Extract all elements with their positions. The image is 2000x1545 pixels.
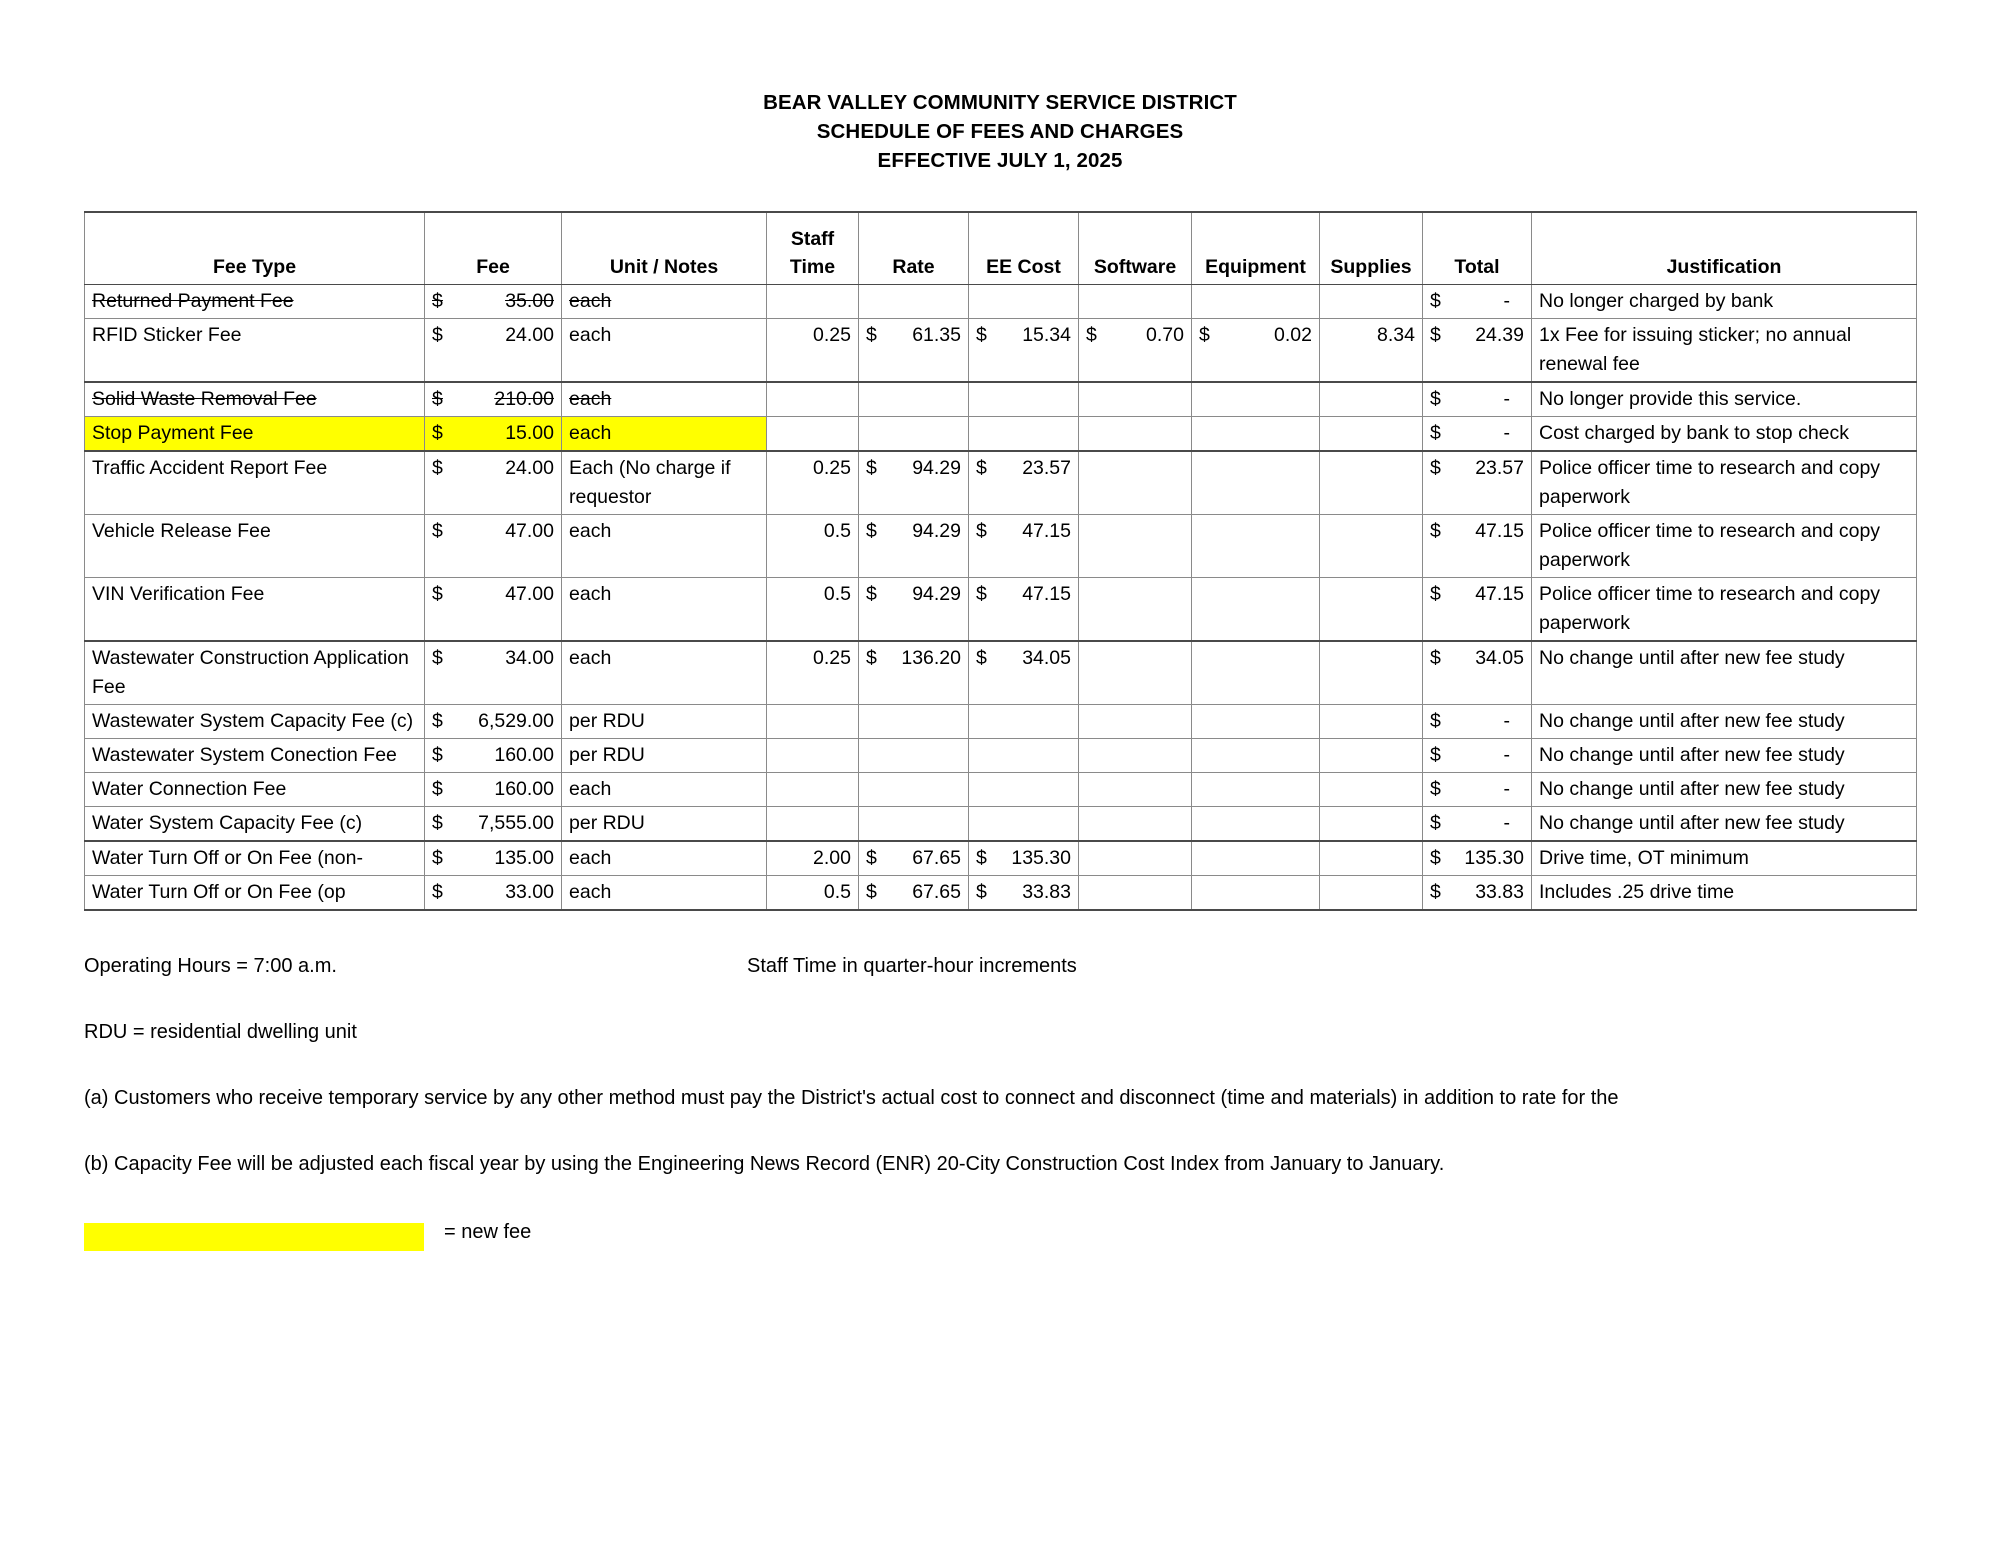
- cell-justification: Cost charged by bank to stop check: [1532, 417, 1917, 452]
- cell-unit-notes: each: [562, 382, 767, 417]
- cell-ee-cost: $ 15.34: [969, 319, 1079, 383]
- cell-ee-cost: [969, 739, 1079, 773]
- column-header-fee: Fee: [425, 212, 562, 285]
- cell-ee-cost: $ 23.57: [969, 451, 1079, 515]
- cell-supplies: [1320, 807, 1423, 842]
- cell-justification: Police officer time to research and copy paperwork: [1532, 515, 1917, 578]
- cell-unit-notes: Each (No charge if requestor: [562, 451, 767, 515]
- cell-software: [1079, 578, 1192, 642]
- cell-fee: $ 24.00: [425, 451, 562, 515]
- column-header-equipment: Equipment: [1192, 212, 1320, 285]
- title-line-effective-date: EFFECTIVE JULY 1, 2025: [877, 149, 1123, 172]
- cell-unit-notes: each: [562, 841, 767, 876]
- cell-fee: $ 15.00: [425, 417, 562, 452]
- cell-staff-time: 0.25: [767, 451, 859, 515]
- cell-total: $ -: [1423, 382, 1532, 417]
- cell-justification: Drive time, OT minimum: [1532, 841, 1917, 876]
- cell-staff-time: 0.25: [767, 319, 859, 383]
- table-row: [85, 641, 1917, 705]
- column-header-unit-notes: Unit / Notes: [562, 212, 767, 285]
- cell-fee-type: VIN Verification Fee: [85, 578, 425, 642]
- cell-equipment: [1192, 515, 1320, 578]
- cell-software: [1079, 641, 1192, 705]
- cell-unit-notes: each: [562, 773, 767, 807]
- cell-staff-time: [767, 417, 859, 452]
- cell-fee-type: Wastewater Construction Application Fee: [85, 641, 425, 705]
- cell-rate: $ 67.65: [859, 841, 969, 876]
- cell-software: [1079, 382, 1192, 417]
- cell-total: $ 47.15: [1423, 578, 1532, 642]
- cell-supplies: [1320, 773, 1423, 807]
- cell-supplies: [1320, 578, 1423, 642]
- table-row: [85, 773, 1917, 807]
- cell-software: [1079, 451, 1192, 515]
- cell-equipment: [1192, 705, 1320, 739]
- cell-justification: No change until after new fee study: [1532, 773, 1917, 807]
- cell-ee-cost: $ 135.30: [969, 841, 1079, 876]
- operating-hours-note: Operating Hours = 7:00 a.m.: [84, 955, 337, 977]
- cell-justification: No longer charged by bank: [1532, 285, 1917, 319]
- cell-staff-time: [767, 807, 859, 842]
- cell-fee: $ 24.00: [425, 319, 562, 383]
- cell-total: $ -: [1423, 285, 1532, 319]
- cell-supplies: [1320, 841, 1423, 876]
- cell-rate: $ 67.65: [859, 876, 969, 911]
- cell-equipment: [1192, 417, 1320, 452]
- cell-fee: $ 47.00: [425, 515, 562, 578]
- cell-ee-cost: [969, 417, 1079, 452]
- cell-unit-notes: each: [562, 876, 767, 911]
- cell-equipment: [1192, 641, 1320, 705]
- cell-fee-type: Vehicle Release Fee: [85, 515, 425, 578]
- cell-fee: $ 160.00: [425, 739, 562, 773]
- cell-total: $ 23.57: [1423, 451, 1532, 515]
- cell-fee-type: RFID Sticker Fee: [85, 319, 425, 383]
- cell-supplies: [1320, 451, 1423, 515]
- cell-justification: Includes .25 drive time: [1532, 876, 1917, 911]
- cell-rate: $ 94.29: [859, 451, 969, 515]
- cell-total: $ -: [1423, 807, 1532, 842]
- fee-schedule-table: [84, 211, 1917, 911]
- cell-unit-notes: per RDU: [562, 705, 767, 739]
- column-header-total: Total: [1423, 212, 1532, 285]
- cell-fee: $ 210.00: [425, 382, 562, 417]
- cell-supplies: 8.34: [1320, 319, 1423, 383]
- column-header-justification: Justification: [1532, 212, 1917, 285]
- cell-ee-cost: [969, 705, 1079, 739]
- cell-staff-time: [767, 705, 859, 739]
- column-header-software: Software: [1079, 212, 1192, 285]
- cell-staff-time: 0.5: [767, 876, 859, 911]
- column-header-staff-time-line2: Time: [789, 256, 836, 278]
- cell-staff-time: [767, 382, 859, 417]
- column-header-supplies: Supplies: [1320, 212, 1423, 285]
- cell-ee-cost: [969, 382, 1079, 417]
- cell-supplies: [1320, 382, 1423, 417]
- cell-fee-type: Wastewater System Conection Fee: [85, 739, 425, 773]
- cell-ee-cost: $ 47.15: [969, 578, 1079, 642]
- cell-fee: $ 35.00: [425, 285, 562, 319]
- column-header-ee-cost: EE Cost: [969, 212, 1079, 285]
- cell-rate: $ 61.35: [859, 319, 969, 383]
- cell-software: [1079, 841, 1192, 876]
- legend-row-new-fee: [84, 1217, 1916, 1267]
- column-header-fee-type: Fee Type: [85, 212, 425, 285]
- cell-fee: $ 160.00: [425, 773, 562, 807]
- cell-equipment: [1192, 382, 1320, 417]
- cell-equipment: [1192, 578, 1320, 642]
- cell-staff-time: 0.5: [767, 578, 859, 642]
- table-row: [85, 739, 1917, 773]
- cell-unit-notes: each: [562, 285, 767, 319]
- cell-fee-type: Traffic Accident Report Fee: [85, 451, 425, 515]
- cell-justification: 1x Fee for issuing sticker; no annual renewal fee: [1532, 319, 1917, 383]
- cell-supplies: [1320, 739, 1423, 773]
- new-fee-highlight-swatch: [84, 1223, 424, 1251]
- cell-fee: $ 47.00: [425, 578, 562, 642]
- cell-software: [1079, 417, 1192, 452]
- cell-justification: No change until after new fee study: [1532, 641, 1917, 705]
- cell-unit-notes: each: [562, 319, 767, 383]
- note-row-operating-hours: [84, 951, 1916, 1017]
- cell-supplies: [1320, 515, 1423, 578]
- cell-fee-type: Returned Payment Fee: [85, 285, 425, 319]
- cell-software: [1079, 773, 1192, 807]
- cell-unit-notes: each: [562, 578, 767, 642]
- cell-rate: [859, 382, 969, 417]
- footnote-b: (b) Capacity Fee will be adjusted each fiscal year by using the Engineering News Record (ENR) 20-City Construction Cost Index from January to January.: [84, 1153, 1445, 1175]
- cell-unit-notes: per RDU: [562, 739, 767, 773]
- table-row: [85, 515, 1917, 578]
- cell-ee-cost: [969, 773, 1079, 807]
- cell-unit-notes: per RDU: [562, 807, 767, 842]
- cell-justification: Police officer time to research and copy paperwork: [1532, 578, 1917, 642]
- table-header: [85, 212, 1917, 285]
- cell-software: [1079, 705, 1192, 739]
- cell-fee-type: Water System Capacity Fee (c): [85, 807, 425, 842]
- cell-equipment: [1192, 773, 1320, 807]
- table-row: [85, 285, 1917, 319]
- cell-total: $ 47.15: [1423, 515, 1532, 578]
- cell-software: [1079, 807, 1192, 842]
- cell-unit-notes: each: [562, 641, 767, 705]
- cell-total: $ -: [1423, 773, 1532, 807]
- cell-rate: [859, 285, 969, 319]
- cell-supplies: [1320, 641, 1423, 705]
- cell-rate: [859, 739, 969, 773]
- cell-ee-cost: $ 33.83: [969, 876, 1079, 911]
- cell-fee-type: Water Turn Off or On Fee (op: [85, 876, 425, 911]
- cell-justification: No change until after new fee study: [1532, 807, 1917, 842]
- cell-ee-cost: [969, 285, 1079, 319]
- staff-time-note: Staff Time in quarter-hour increments: [747, 955, 1077, 977]
- table-row: [85, 841, 1917, 876]
- cell-equipment: [1192, 285, 1320, 319]
- cell-fee: $ 135.00: [425, 841, 562, 876]
- table-row: [85, 451, 1917, 515]
- cell-software: $ 0.70: [1079, 319, 1192, 383]
- cell-equipment: [1192, 841, 1320, 876]
- cell-rate: $ 136.20: [859, 641, 969, 705]
- table-row: [85, 319, 1917, 383]
- cell-fee: $ 33.00: [425, 876, 562, 911]
- cell-ee-cost: [969, 807, 1079, 842]
- table-row: [85, 417, 1917, 452]
- cell-software: [1079, 515, 1192, 578]
- cell-equipment: $ 0.02: [1192, 319, 1320, 383]
- cell-justification: No longer provide this service.: [1532, 382, 1917, 417]
- table-row: [85, 578, 1917, 642]
- table-row: [85, 705, 1917, 739]
- document-title-block: [0, 0, 2000, 175]
- cell-total: $ -: [1423, 417, 1532, 452]
- cell-staff-time: 0.5: [767, 515, 859, 578]
- table-row: [85, 807, 1917, 842]
- cell-rate: $ 94.29: [859, 515, 969, 578]
- cell-supplies: [1320, 705, 1423, 739]
- table-header-row: [85, 212, 1917, 285]
- cell-equipment: [1192, 739, 1320, 773]
- cell-unit-notes: each: [562, 515, 767, 578]
- column-header-staff-time: [767, 212, 859, 285]
- footnote-a: (a) Customers who receive temporary service by any other method must pay the District's actual cost to connect and disconnect (time and materials) in addition to rate for the: [84, 1087, 1619, 1109]
- cell-total: $ 24.39: [1423, 319, 1532, 383]
- cell-rate: [859, 773, 969, 807]
- new-fee-legend-label: = new fee: [444, 1221, 532, 1243]
- table-row: [85, 876, 1917, 911]
- cell-rate: $ 94.29: [859, 578, 969, 642]
- cell-rate: [859, 417, 969, 452]
- cell-fee-type: Stop Payment Fee: [85, 417, 425, 452]
- cell-staff-time: 2.00: [767, 841, 859, 876]
- cell-equipment: [1192, 807, 1320, 842]
- cell-total: $ 33.83: [1423, 876, 1532, 911]
- cell-staff-time: [767, 773, 859, 807]
- title-line-district: BEAR VALLEY COMMUNITY SERVICE DISTRICT: [763, 91, 1237, 114]
- cell-rate: [859, 705, 969, 739]
- cell-staff-time: 0.25: [767, 641, 859, 705]
- title-line-schedule: SCHEDULE OF FEES AND CHARGES: [816, 120, 1184, 143]
- cell-software: [1079, 876, 1192, 911]
- cell-fee-type: Water Turn Off or On Fee (non-: [85, 841, 425, 876]
- cell-fee-type: Water Connection Fee: [85, 773, 425, 807]
- cell-supplies: [1320, 876, 1423, 911]
- cell-justification: Police officer time to research and copy paperwork: [1532, 451, 1917, 515]
- cell-total: $ 34.05: [1423, 641, 1532, 705]
- cell-rate: [859, 807, 969, 842]
- cell-justification: No change until after new fee study: [1532, 705, 1917, 739]
- cell-fee: $ 6,529.00: [425, 705, 562, 739]
- notes-section: [84, 911, 1916, 1267]
- table-row: [85, 382, 1917, 417]
- cell-fee-type: Solid Waste Removal Fee: [85, 382, 425, 417]
- cell-staff-time: [767, 285, 859, 319]
- rdu-note: RDU = residential dwelling unit: [84, 1021, 357, 1043]
- cell-justification: No change until after new fee study: [1532, 739, 1917, 773]
- cell-total: $ -: [1423, 705, 1532, 739]
- cell-equipment: [1192, 451, 1320, 515]
- cell-unit-notes: each: [562, 417, 767, 452]
- column-header-rate: Rate: [859, 212, 969, 285]
- cell-total: $ 135.30: [1423, 841, 1532, 876]
- cell-ee-cost: $ 34.05: [969, 641, 1079, 705]
- cell-equipment: [1192, 876, 1320, 911]
- cell-fee-type: Wastewater System Capacity Fee (c): [85, 705, 425, 739]
- cell-total: $ -: [1423, 739, 1532, 773]
- cell-ee-cost: $ 47.15: [969, 515, 1079, 578]
- table-body: [85, 285, 1917, 911]
- cell-software: [1079, 285, 1192, 319]
- column-header-staff-time-line1: Staff: [790, 228, 835, 250]
- fee-table-container: [84, 211, 1916, 911]
- cell-software: [1079, 739, 1192, 773]
- cell-supplies: [1320, 285, 1423, 319]
- cell-staff-time: [767, 739, 859, 773]
- cell-fee: $ 7,555.00: [425, 807, 562, 842]
- cell-fee: $ 34.00: [425, 641, 562, 705]
- cell-supplies: [1320, 417, 1423, 452]
